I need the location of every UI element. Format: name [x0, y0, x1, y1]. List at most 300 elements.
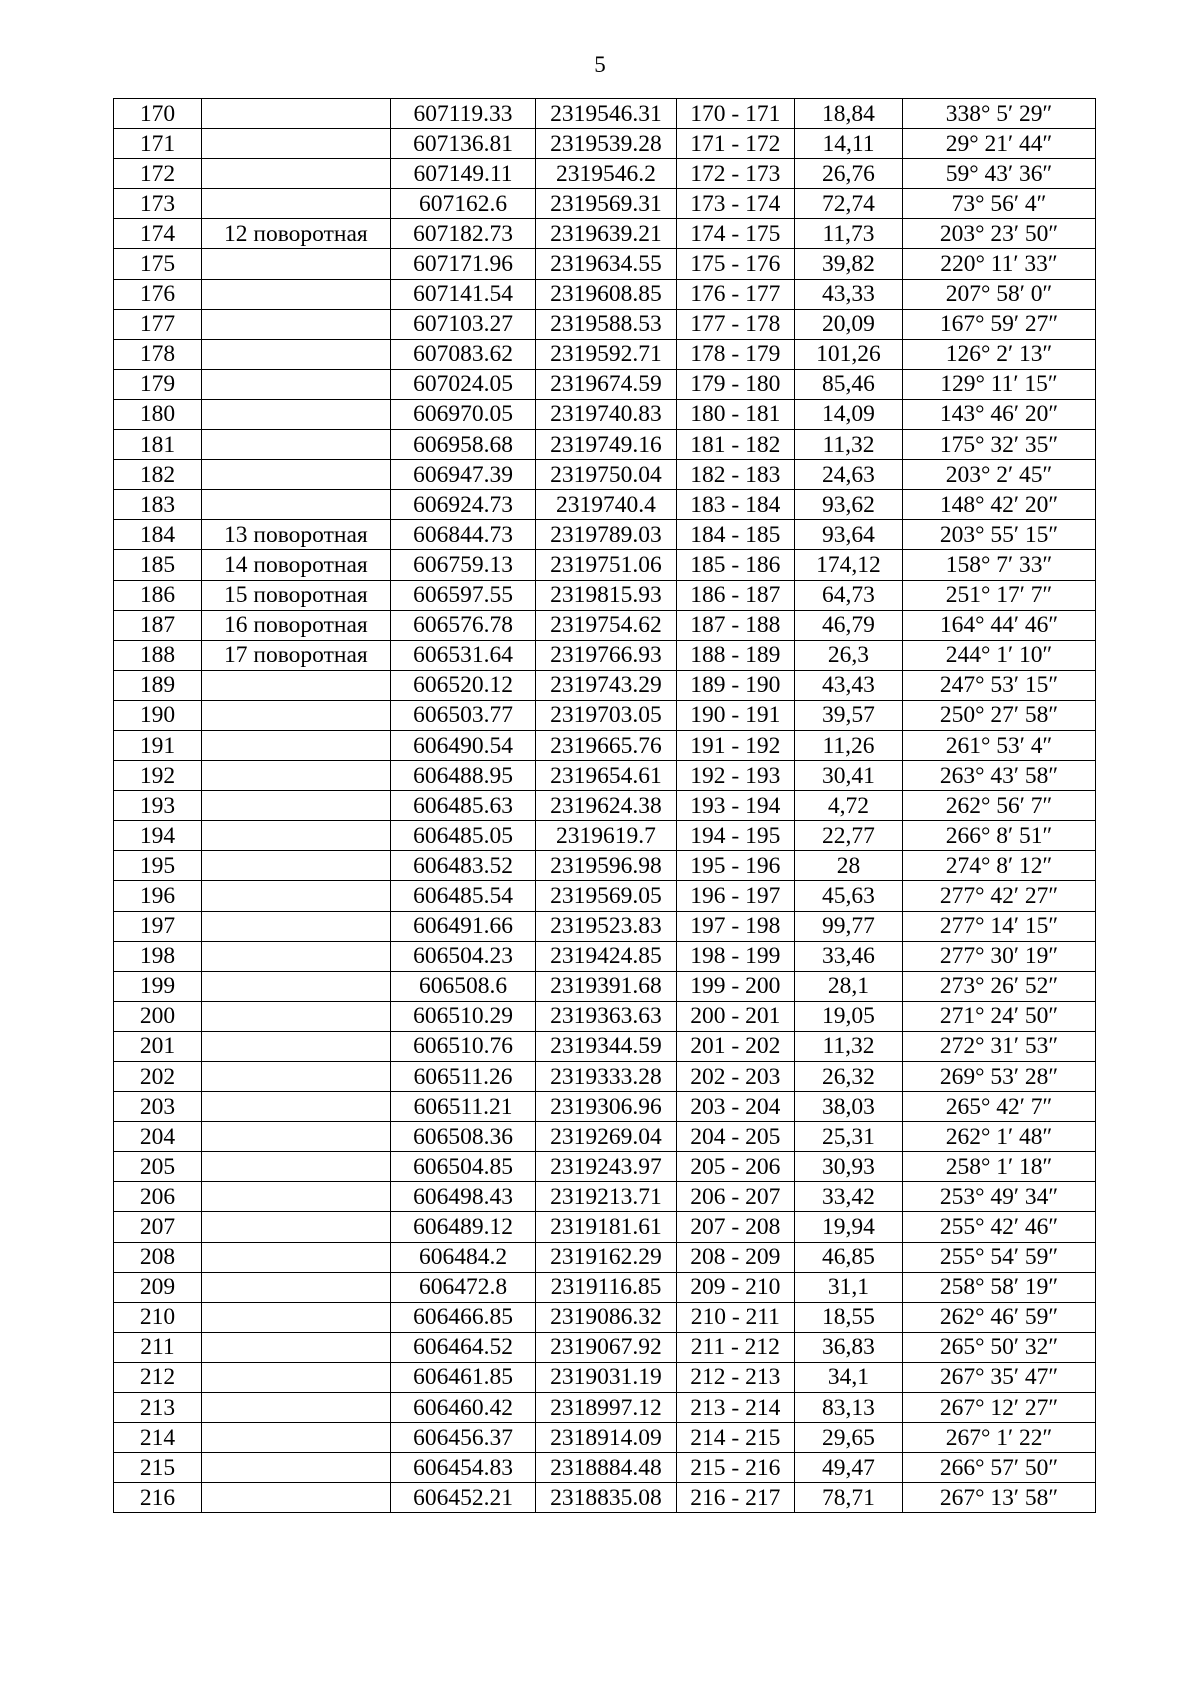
coordinate-y-cell: 2319181.61 — [536, 1212, 676, 1242]
length-cell: 19,05 — [794, 1001, 902, 1031]
point-name-cell — [201, 1453, 390, 1483]
table-row — [114, 700, 1096, 730]
segment-cell: 202 - 203 — [676, 1062, 794, 1092]
direction-angle-cell: 266° 57′ 50″ — [903, 1453, 1096, 1483]
table-row — [114, 971, 1096, 1001]
point-name-cell — [201, 1001, 390, 1031]
page-number: 5 — [594, 52, 606, 77]
point-number-cell: 190 — [114, 700, 202, 730]
point-name-cell — [201, 1483, 390, 1513]
table-row — [114, 730, 1096, 760]
direction-angle-cell: 258° 58′ 19″ — [903, 1272, 1096, 1302]
coordinate-y-cell: 2319740.83 — [536, 399, 676, 429]
coordinate-x-cell: 607171.96 — [390, 249, 535, 279]
coordinate-y-cell: 2319269.04 — [536, 1122, 676, 1152]
segment-cell: 212 - 213 — [676, 1362, 794, 1392]
length-cell: 11,32 — [794, 1031, 902, 1061]
point-name-cell — [201, 1393, 390, 1423]
point-name-cell — [201, 279, 390, 309]
segment-cell: 173 - 174 — [676, 189, 794, 219]
table-row — [114, 1453, 1096, 1483]
length-cell: 64,73 — [794, 580, 902, 610]
segment-cell: 183 - 184 — [676, 490, 794, 520]
direction-angle-cell: 274° 8′ 12″ — [903, 851, 1096, 881]
length-cell: 26,32 — [794, 1062, 902, 1092]
coordinate-x-cell: 606510.29 — [390, 1001, 535, 1031]
table-row — [114, 99, 1096, 129]
direction-angle-cell: 148° 42′ 20″ — [903, 490, 1096, 520]
segment-cell: 189 - 190 — [676, 670, 794, 700]
point-name-cell: 14 поворотная — [201, 550, 390, 580]
direction-angle-cell: 258° 1′ 18″ — [903, 1152, 1096, 1182]
coordinate-y-cell: 2319592.71 — [536, 339, 676, 369]
coordinate-x-cell: 606485.05 — [390, 821, 535, 851]
coordinate-y-cell: 2319789.03 — [536, 520, 676, 550]
coordinate-x-cell: 606508.6 — [390, 971, 535, 1001]
point-name-cell — [201, 881, 390, 911]
point-name-cell — [201, 249, 390, 279]
coordinate-y-cell: 2319665.76 — [536, 730, 676, 760]
length-cell: 101,26 — [794, 339, 902, 369]
length-cell: 46,79 — [794, 610, 902, 640]
length-cell: 39,82 — [794, 249, 902, 279]
coordinate-x-cell: 606511.26 — [390, 1062, 535, 1092]
point-number-cell: 186 — [114, 580, 202, 610]
segment-cell: 170 - 171 — [676, 99, 794, 129]
point-number-cell: 207 — [114, 1212, 202, 1242]
segment-cell: 216 - 217 — [676, 1483, 794, 1513]
table-row — [114, 1393, 1096, 1423]
coordinate-y-cell: 2319213.71 — [536, 1182, 676, 1212]
segment-cell: 207 - 208 — [676, 1212, 794, 1242]
coordinate-x-cell: 606484.2 — [390, 1242, 535, 1272]
length-cell: 18,55 — [794, 1302, 902, 1332]
table-row — [114, 1212, 1096, 1242]
length-cell: 11,26 — [794, 730, 902, 760]
coordinate-y-cell: 2319619.7 — [536, 821, 676, 851]
direction-angle-cell: 220° 11′ 33″ — [903, 249, 1096, 279]
coordinate-y-cell: 2319306.96 — [536, 1092, 676, 1122]
direction-angle-cell: 262° 46′ 59″ — [903, 1302, 1096, 1332]
direction-angle-cell: 129° 11′ 15″ — [903, 369, 1096, 399]
coordinate-y-cell: 2319703.05 — [536, 700, 676, 730]
segment-cell: 208 - 209 — [676, 1242, 794, 1272]
coordinate-x-cell: 606759.13 — [390, 550, 535, 580]
segment-cell: 209 - 210 — [676, 1272, 794, 1302]
direction-angle-cell: 271° 24′ 50″ — [903, 1001, 1096, 1031]
segment-cell: 210 - 211 — [676, 1302, 794, 1332]
point-name-cell — [201, 1332, 390, 1362]
coordinate-y-cell: 2318835.08 — [536, 1483, 676, 1513]
direction-angle-cell: 265° 42′ 7″ — [903, 1092, 1096, 1122]
segment-cell: 213 - 214 — [676, 1393, 794, 1423]
point-number-cell: 181 — [114, 430, 202, 460]
length-cell: 22,77 — [794, 821, 902, 851]
point-number-cell: 176 — [114, 279, 202, 309]
point-number-cell: 197 — [114, 911, 202, 941]
length-cell: 78,71 — [794, 1483, 902, 1513]
coordinate-y-cell: 2319539.28 — [536, 129, 676, 159]
table-row — [114, 1001, 1096, 1031]
table-row — [114, 1062, 1096, 1092]
length-cell: 30,93 — [794, 1152, 902, 1182]
point-number-cell: 213 — [114, 1393, 202, 1423]
length-cell: 72,74 — [794, 189, 902, 219]
direction-angle-cell: 207° 58′ 0″ — [903, 279, 1096, 309]
coordinate-x-cell: 606597.55 — [390, 580, 535, 610]
segment-cell: 177 - 178 — [676, 309, 794, 339]
direction-angle-cell: 203° 55′ 15″ — [903, 520, 1096, 550]
coordinate-x-cell: 606460.42 — [390, 1393, 535, 1423]
length-cell: 26,76 — [794, 159, 902, 189]
coordinate-x-cell: 606508.36 — [390, 1122, 535, 1152]
point-number-cell: 193 — [114, 791, 202, 821]
length-cell: 31,1 — [794, 1272, 902, 1302]
segment-cell: 200 - 201 — [676, 1001, 794, 1031]
coordinate-y-cell: 2319634.55 — [536, 249, 676, 279]
segment-cell: 192 - 193 — [676, 761, 794, 791]
point-name-cell — [201, 761, 390, 791]
coordinate-y-cell: 2319031.19 — [536, 1362, 676, 1392]
point-number-cell: 192 — [114, 761, 202, 791]
direction-angle-cell: 164° 44′ 46″ — [903, 610, 1096, 640]
point-number-cell: 179 — [114, 369, 202, 399]
segment-cell: 187 - 188 — [676, 610, 794, 640]
point-number-cell: 182 — [114, 460, 202, 490]
length-cell: 174,12 — [794, 550, 902, 580]
direction-angle-cell: 267° 12′ 27″ — [903, 1393, 1096, 1423]
segment-cell: 180 - 181 — [676, 399, 794, 429]
table-row — [114, 1242, 1096, 1272]
segment-cell: 185 - 186 — [676, 550, 794, 580]
coordinate-y-cell: 2319569.05 — [536, 881, 676, 911]
point-number-cell: 201 — [114, 1031, 202, 1061]
length-cell: 28 — [794, 851, 902, 881]
length-cell: 93,64 — [794, 520, 902, 550]
table-row — [114, 219, 1096, 249]
length-cell: 11,73 — [794, 219, 902, 249]
point-number-cell: 170 — [114, 99, 202, 129]
direction-angle-cell: 143° 46′ 20″ — [903, 399, 1096, 429]
coordinate-y-cell: 2318914.09 — [536, 1423, 676, 1453]
length-cell: 25,31 — [794, 1122, 902, 1152]
length-cell: 30,41 — [794, 761, 902, 791]
table-row — [114, 159, 1096, 189]
direction-angle-cell: 167° 59′ 27″ — [903, 309, 1096, 339]
coordinate-x-cell: 607103.27 — [390, 309, 535, 339]
point-name-cell — [201, 911, 390, 941]
segment-cell: 195 - 196 — [676, 851, 794, 881]
direction-angle-cell: 266° 8′ 51″ — [903, 821, 1096, 851]
coordinate-x-cell: 606520.12 — [390, 670, 535, 700]
point-number-cell: 198 — [114, 941, 202, 971]
length-cell: 18,84 — [794, 99, 902, 129]
point-name-cell — [201, 189, 390, 219]
coordinate-y-cell: 2319815.93 — [536, 580, 676, 610]
segment-cell: 174 - 175 — [676, 219, 794, 249]
point-number-cell: 187 — [114, 610, 202, 640]
point-number-cell: 172 — [114, 159, 202, 189]
segment-cell: 204 - 205 — [676, 1122, 794, 1152]
table-row — [114, 309, 1096, 339]
coordinate-y-cell: 2319588.53 — [536, 309, 676, 339]
length-cell: 83,13 — [794, 1393, 902, 1423]
point-name-cell — [201, 670, 390, 700]
point-number-cell: 175 — [114, 249, 202, 279]
coordinate-x-cell: 606466.85 — [390, 1302, 535, 1332]
length-cell: 33,46 — [794, 941, 902, 971]
coordinate-x-cell: 606472.8 — [390, 1272, 535, 1302]
segment-cell: 194 - 195 — [676, 821, 794, 851]
direction-angle-cell: 203° 23′ 50″ — [903, 219, 1096, 249]
length-cell: 85,46 — [794, 369, 902, 399]
length-cell: 93,62 — [794, 490, 902, 520]
coordinate-x-cell: 606461.85 — [390, 1362, 535, 1392]
coordinate-x-cell: 606504.85 — [390, 1152, 535, 1182]
coordinate-y-cell: 2319750.04 — [536, 460, 676, 490]
point-number-cell: 195 — [114, 851, 202, 881]
point-number-cell: 214 — [114, 1423, 202, 1453]
direction-angle-cell: 273° 26′ 52″ — [903, 971, 1096, 1001]
point-number-cell: 173 — [114, 189, 202, 219]
table-row — [114, 791, 1096, 821]
coordinate-x-cell: 606464.52 — [390, 1332, 535, 1362]
point-number-cell: 204 — [114, 1122, 202, 1152]
coordinate-y-cell: 2319639.21 — [536, 219, 676, 249]
coordinate-y-cell: 2319654.61 — [536, 761, 676, 791]
point-number-cell: 171 — [114, 129, 202, 159]
coordinates-table-body — [114, 99, 1096, 1513]
segment-cell: 203 - 204 — [676, 1092, 794, 1122]
direction-angle-cell: 255° 42′ 46″ — [903, 1212, 1096, 1242]
direction-angle-cell: 126° 2′ 13″ — [903, 339, 1096, 369]
coordinate-x-cell: 606504.23 — [390, 941, 535, 971]
direction-angle-cell: 244° 1′ 10″ — [903, 640, 1096, 670]
point-name-cell — [201, 1031, 390, 1061]
coordinate-y-cell: 2319749.16 — [536, 430, 676, 460]
point-name-cell — [201, 1092, 390, 1122]
coordinate-x-cell: 606498.43 — [390, 1182, 535, 1212]
table-row — [114, 610, 1096, 640]
coordinate-x-cell: 607083.62 — [390, 339, 535, 369]
length-cell: 28,1 — [794, 971, 902, 1001]
length-cell: 29,65 — [794, 1423, 902, 1453]
coordinate-y-cell: 2319162.29 — [536, 1242, 676, 1272]
length-cell: 33,42 — [794, 1182, 902, 1212]
point-number-cell: 209 — [114, 1272, 202, 1302]
table-row — [114, 851, 1096, 881]
table-row — [114, 460, 1096, 490]
direction-angle-cell: 175° 32′ 35″ — [903, 430, 1096, 460]
point-name-cell — [201, 851, 390, 881]
point-name-cell — [201, 129, 390, 159]
length-cell: 39,57 — [794, 700, 902, 730]
point-name-cell — [201, 490, 390, 520]
length-cell: 43,33 — [794, 279, 902, 309]
table-row — [114, 550, 1096, 580]
direction-angle-cell: 267° 13′ 58″ — [903, 1483, 1096, 1513]
coordinate-y-cell: 2319766.93 — [536, 640, 676, 670]
point-name-cell — [201, 339, 390, 369]
coordinate-y-cell: 2319674.59 — [536, 369, 676, 399]
segment-cell: 211 - 212 — [676, 1332, 794, 1362]
point-number-cell: 174 — [114, 219, 202, 249]
table-row — [114, 129, 1096, 159]
coordinate-y-cell: 2318997.12 — [536, 1393, 676, 1423]
segment-cell: 205 - 206 — [676, 1152, 794, 1182]
segment-cell: 193 - 194 — [676, 791, 794, 821]
direction-angle-cell: 29° 21′ 44″ — [903, 129, 1096, 159]
coordinate-x-cell: 606958.68 — [390, 430, 535, 460]
table-row — [114, 1092, 1096, 1122]
coordinate-y-cell: 2319116.85 — [536, 1272, 676, 1302]
segment-cell: 206 - 207 — [676, 1182, 794, 1212]
coordinate-y-cell: 2319608.85 — [536, 279, 676, 309]
coordinate-x-cell: 606488.95 — [390, 761, 535, 791]
table-row — [114, 1423, 1096, 1453]
segment-cell: 178 - 179 — [676, 339, 794, 369]
point-number-cell: 212 — [114, 1362, 202, 1392]
coordinate-y-cell: 2319740.4 — [536, 490, 676, 520]
coordinate-x-cell: 606510.76 — [390, 1031, 535, 1061]
length-cell: 14,11 — [794, 129, 902, 159]
point-number-cell: 185 — [114, 550, 202, 580]
length-cell: 24,63 — [794, 460, 902, 490]
direction-angle-cell: 73° 56′ 4″ — [903, 189, 1096, 219]
coordinate-x-cell: 607182.73 — [390, 219, 535, 249]
table-row — [114, 1152, 1096, 1182]
length-cell: 14,09 — [794, 399, 902, 429]
point-name-cell — [201, 1302, 390, 1332]
coordinate-x-cell: 606511.21 — [390, 1092, 535, 1122]
length-cell: 45,63 — [794, 881, 902, 911]
coordinate-x-cell: 606490.54 — [390, 730, 535, 760]
table-row — [114, 761, 1096, 791]
table-row — [114, 911, 1096, 941]
direction-angle-cell: 203° 2′ 45″ — [903, 460, 1096, 490]
point-number-cell: 199 — [114, 971, 202, 1001]
point-name-cell — [201, 700, 390, 730]
coordinate-x-cell: 606454.83 — [390, 1453, 535, 1483]
point-name-cell — [201, 971, 390, 1001]
point-name-cell — [201, 821, 390, 851]
direction-angle-cell: 267° 1′ 22″ — [903, 1423, 1096, 1453]
point-number-cell: 183 — [114, 490, 202, 520]
length-cell: 19,94 — [794, 1212, 902, 1242]
table-row — [114, 640, 1096, 670]
coordinate-y-cell: 2319333.28 — [536, 1062, 676, 1092]
direction-angle-cell: 262° 56′ 7″ — [903, 791, 1096, 821]
table-row — [114, 941, 1096, 971]
point-name-cell — [201, 1212, 390, 1242]
point-name-cell — [201, 159, 390, 189]
coordinate-x-cell: 606531.64 — [390, 640, 535, 670]
coordinate-x-cell: 607141.54 — [390, 279, 535, 309]
point-name-cell — [201, 1242, 390, 1272]
table-row — [114, 580, 1096, 610]
table-row — [114, 189, 1096, 219]
length-cell: 26,3 — [794, 640, 902, 670]
direction-angle-cell: 277° 30′ 19″ — [903, 941, 1096, 971]
segment-cell: 171 - 172 — [676, 129, 794, 159]
table-row — [114, 1483, 1096, 1513]
point-number-cell: 216 — [114, 1483, 202, 1513]
table-row — [114, 1362, 1096, 1392]
direction-angle-cell: 255° 54′ 59″ — [903, 1242, 1096, 1272]
table-row — [114, 1332, 1096, 1362]
segment-cell: 181 - 182 — [676, 430, 794, 460]
point-number-cell: 205 — [114, 1152, 202, 1182]
direction-angle-cell: 338° 5′ 29″ — [903, 99, 1096, 129]
length-cell: 43,43 — [794, 670, 902, 700]
point-name-cell — [201, 1272, 390, 1302]
segment-cell: 214 - 215 — [676, 1423, 794, 1453]
direction-angle-cell: 261° 53′ 4″ — [903, 730, 1096, 760]
point-name-cell — [201, 941, 390, 971]
table-row — [114, 1031, 1096, 1061]
point-name-cell — [201, 99, 390, 129]
point-name-cell: 16 поворотная — [201, 610, 390, 640]
point-number-cell: 215 — [114, 1453, 202, 1483]
point-name-cell: 13 поворотная — [201, 520, 390, 550]
point-number-cell: 206 — [114, 1182, 202, 1212]
point-number-cell: 200 — [114, 1001, 202, 1031]
coordinate-y-cell: 2319243.97 — [536, 1152, 676, 1182]
point-name-cell — [201, 730, 390, 760]
table-row — [114, 520, 1096, 550]
coordinate-x-cell: 606844.73 — [390, 520, 535, 550]
point-number-cell: 184 — [114, 520, 202, 550]
table-row — [114, 430, 1096, 460]
direction-angle-cell: 269° 53′ 28″ — [903, 1062, 1096, 1092]
point-name-cell: 12 поворотная — [201, 219, 390, 249]
table-row — [114, 339, 1096, 369]
coordinate-x-cell: 606489.12 — [390, 1212, 535, 1242]
coordinate-x-cell: 606485.63 — [390, 791, 535, 821]
coordinate-x-cell: 607149.11 — [390, 159, 535, 189]
coordinate-y-cell: 2319754.62 — [536, 610, 676, 640]
coordinate-y-cell: 2319596.98 — [536, 851, 676, 881]
segment-cell: 196 - 197 — [676, 881, 794, 911]
length-cell: 38,03 — [794, 1092, 902, 1122]
direction-angle-cell: 262° 1′ 48″ — [903, 1122, 1096, 1152]
point-name-cell — [201, 1182, 390, 1212]
segment-cell: 176 - 177 — [676, 279, 794, 309]
point-name-cell — [201, 369, 390, 399]
coordinate-y-cell: 2319391.68 — [536, 971, 676, 1001]
length-cell: 49,47 — [794, 1453, 902, 1483]
length-cell: 36,83 — [794, 1332, 902, 1362]
coordinate-y-cell: 2319523.83 — [536, 911, 676, 941]
coordinate-x-cell: 606576.78 — [390, 610, 535, 640]
point-number-cell: 180 — [114, 399, 202, 429]
direction-angle-cell: 158° 7′ 33″ — [903, 550, 1096, 580]
direction-angle-cell: 263° 43′ 58″ — [903, 761, 1096, 791]
point-name-cell — [201, 1362, 390, 1392]
point-number-cell: 203 — [114, 1092, 202, 1122]
point-name-cell — [201, 399, 390, 429]
direction-angle-cell: 272° 31′ 53″ — [903, 1031, 1096, 1061]
point-number-cell: 211 — [114, 1332, 202, 1362]
point-name-cell — [201, 1152, 390, 1182]
table-row — [114, 399, 1096, 429]
direction-angle-cell: 59° 43′ 36″ — [903, 159, 1096, 189]
length-cell: 34,1 — [794, 1362, 902, 1392]
coordinate-x-cell: 606503.77 — [390, 700, 535, 730]
coordinate-x-cell: 606485.54 — [390, 881, 535, 911]
coordinate-x-cell: 606452.21 — [390, 1483, 535, 1513]
point-number-cell: 210 — [114, 1302, 202, 1332]
